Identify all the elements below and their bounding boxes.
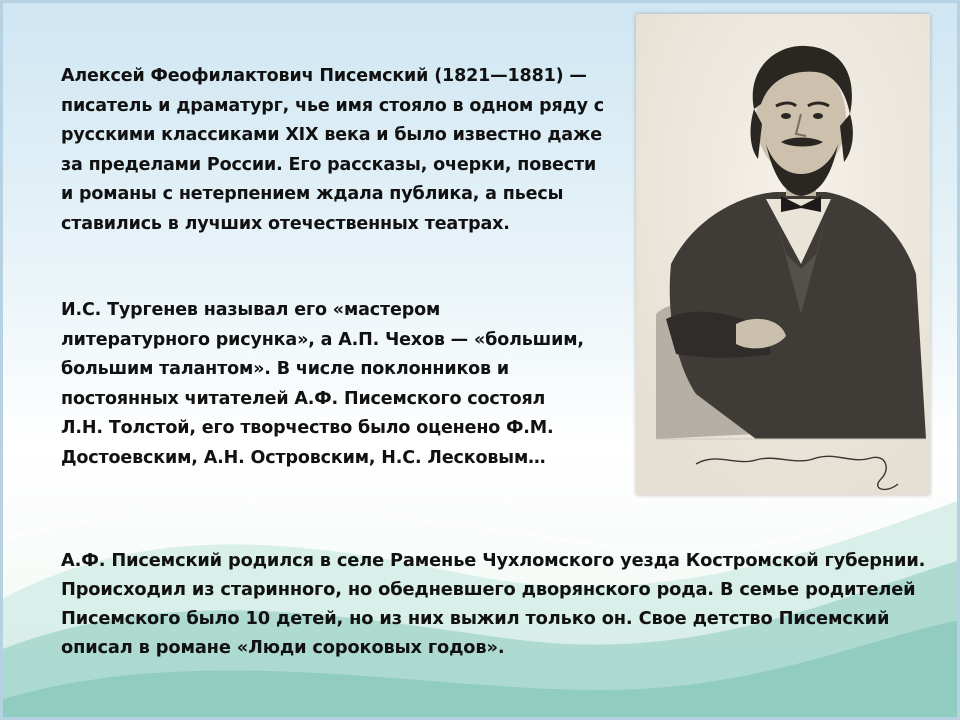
critics-quotes-text: И.С. Тургенев называл его «мастером литературного рисунка», а А.П. Чехов — «большим, большим талантом». В числе поклонников и постоянных читателей А.Ф. Писемского состоял Л.Н. Толстой, его творчество было оценено Ф.М. Достоевским, А.Н. Островским, Н.С. Лесковым… — [61, 300, 584, 468]
portrait-image — [636, 14, 930, 495]
portrait-engraving — [636, 14, 930, 495]
biography-intro-text: Алексей Феофилактович Писемский (1821—1881) — писатель и драматург, чье имя стояло в одном ряду с русскими классиками XIX века и было известно даже за пределами России. Его рассказы, очерки, повести и романы с нетерпением ждала публика, а пьесы ставились в лучших отечественных театрах. — [61, 66, 605, 234]
birthplace-text: А.Ф. Писемский родился в селе Раменье Чухломского уезда Костромской губернии. Происходил из старинного, но обедневшего дворянского рода. В семье родителей Писемского было 10 детей, но из них выжил только он. Свое детство Писемский описал в романе «Люди сороковых годов». — [61, 550, 926, 658]
